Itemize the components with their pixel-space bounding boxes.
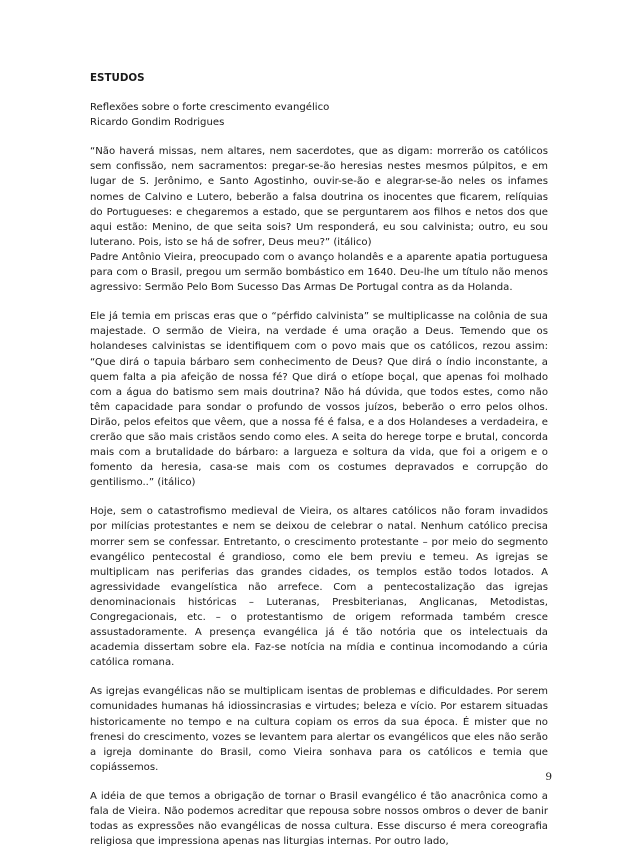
page-number: 9 [545, 771, 552, 783]
section-heading: ESTUDOS [90, 72, 145, 84]
paragraph-calvinist-fear: Ele já temia em priscas eras que o “pérfido calvinista” se multiplicasse na colônia de sua majestade. O sermão de Vieira, na verdade é uma oração a Deus. Temendo que os holandeses calvinistas se identifiquem com o povo mais que os católicos, rezou assim: “Que dirá o tapuia bárbaro sem conhecimento de Deus? Que dirá o índio inconstante, a quem falta a pia afeição de nossa fé? Que dirá o etíope boçal, que apenas foi molhado com a água do batismo sem mais doutrina? Não há dúvida, que todos estes, como não têm capacidade para sondar o profundo de vossos juízos, beberão o erro pelos olhos. Dirão, pelos efeitos que vêem, que a nossa fé é falsa, e a dos Holandeses a verdadeira, e crerão que são mais cristãos sendo como eles. A seita do herege torpe e brutal, concorda mais com a brutalidade do bárbaro: a largueza e soltura da vida, que foi a origem e o fomento da heresia, casa-se mais com os costumes depravados e corrupção do gentilismo..” (itálico) [90, 311, 548, 489]
article-body [90, 71, 548, 849]
paragraph-church-problems: As igrejas evangélicas não se multiplicam isentas de problemas e dificuldades. Por serem comunidades humanas há idiossincrasias e virtudes; beleza e vício. Por estarem situadas historicamente no tempo e na cultura copiam os erros da sua época. É mister que no frenesi do crescimento, vozes se levantem para alertar os evangélicos que eles não serão a igreja dominante do Brasil, como Vieira sonhava para os católicos e temia que copiássemos. [90, 686, 548, 773]
article-subtitle: Reflexões sobre o forte crescimento evangélico [90, 102, 330, 114]
paragraph-protestant-growth: Hoje, sem o catastrofismo medieval de Vieira, os altares católicos não foram invadidos por milícias protestantes e nem se deixou de celebrar o natal. Nenhum católico precisa morrer sem se confessar. Entretanto, o crescimento protestante – por meio do segmento evangélico pentecostal é grandioso, como ele bem previu e temeu. As igrejas se multiplicam nas periferias das grandes cidades, os templos estão todos lotados. A agressividade evangelística não arrefece. Com a pentecostalização das igrejas denominacionais históricas – Luteranas, Presbiterianas, Anglicanas, Metodistas, Congregacionais, etc. – o protestantismo de origem reformada também cresce assustadoramente. A presença evangélica já é tão notória que os intelectuais da academia dissertam sobre ela. Faz-se notícia na mídia e continua incomodando a cúria católica romana. [90, 506, 548, 669]
paragraph-evangelical-obligation: A idéia de que temos a obrigação de tornar o Brasil evangélico é tão anacrônica como a fala de Vieira. Não podemos acreditar que repousa sobre nossos ombros o dever de banir todas as expressões não evangélicas de nossa cultura. Esse discurso é mera coreografia religiosa que impressiona apenas nas liturgias internas. Por outro lado, [90, 790, 548, 848]
paragraph-vieira-sermon: Padre Antônio Vieira, preocupado com o avanço holandês e a aparente apatia portuguesa para com o Brasil, pregou um sermão bombástico em 1640. Deu-lhe um título não menos agressivo: Sermão Pelo Bom Sucesso Das Armas De Portugal contra as da Holanda. [90, 251, 548, 294]
paragraph-vieira-quote: “Não haverá missas, nem altares, nem sacerdotes, que as digam: morrerão os católicos sem confissão, nem sacramentos: pregar-se-ão heresias nestes mesmos púlpitos, e em lugar de S. Jerônimo, e Santo Agostinho, ouvir-se-ão e alegrar-se-ão neles os infames nomes de Calvino e Lutero, beberão a falsa doutrina os inocentes que ficarem, relíquias do Portugueses: e chegaremos a estado, que se perguntarem aos filhos e netos dos que aqui estão: Menino, de que seita sois? Um responderá, eu sou calvinista; outro, eu sou luterano. Pois, isto se há de sofrer, Deus meu?” (itálico) [90, 146, 548, 248]
article-author: Ricardo Gondim Rodrigues [90, 117, 225, 129]
